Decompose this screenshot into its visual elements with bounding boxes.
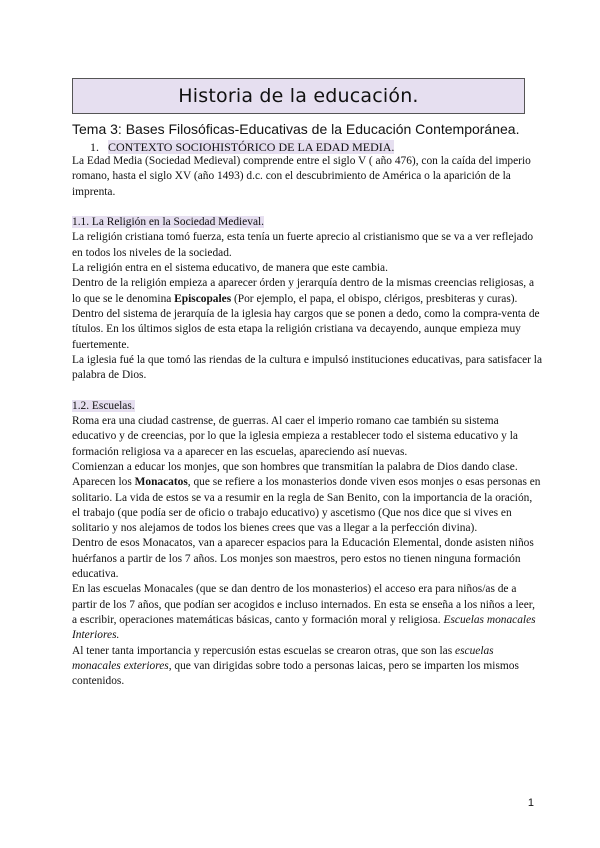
paragraph	[72, 582, 542, 643]
document-body	[72, 154, 542, 689]
text-run: Al tener tanta importancia y repercusión estas escuelas se crearon otras, que son las	[72, 644, 456, 657]
paragraph: La religión cristiana tomó fuerza, esta tenía un fuerte aprecio al cristianismo que se va a ver reflejado en todos los niveles de la sociedad.	[72, 231, 534, 259]
paragraph: Dentro del sistema de jerarquía de la iglesia hay cargos que se ponen a dedo, como la compra-venta de títulos. En los últimos siglos de esta etapa la religión cristiana va decayendo, aunque empieza muy fuertemente.	[72, 307, 540, 351]
document-title	[72, 78, 525, 114]
paragraph	[72, 644, 542, 690]
text-run: En las escuelas Monacales (que se dan dentro de los monasterios) el acceso era para niños/as de a partir de los 7 años, que podían ser acogidos e incluso internados. En esta se enseña a los niños a leer, a escribir, operaciones matemáticas básicas, canto y formación moral y religiosa.	[72, 583, 535, 626]
paragraph: Roma era una ciudad castrense, de guerras. Al caer el imperio romano cae también su sistema educativo y de creencias, por lo que la iglesia empieza a restablecer todo el sistema educativo y la formación religiosa va a aparecer en las escuelas, apareciendo así nuevas.	[72, 415, 518, 458]
section-1-2-heading	[72, 399, 542, 414]
section-1-title: CONTEXTO SOCIOHISTÓRICO DE LA EDAD MEDIA.	[108, 140, 395, 154]
paragraph: La iglesia fué la que tomó las riendas de la cultura e impulsó instituciones educativas, para satisfacer la palabra de Dios.	[72, 353, 543, 382]
paragraph: Comienzan a educar los monjes, que son hombres que transmitían la palabra de Dios dando clase.	[72, 460, 518, 473]
text-run: Aparecen los	[72, 476, 135, 489]
paragraph: Dentro de esos Monacatos, van a aparecer espacios para la Educación Elemental, donde asisten niños huérfanos a partir de los 7 años. Los monjes son maestros, pero estos no tienen ninguna formación educativa.	[72, 537, 534, 581]
bold-term: Episcopales	[174, 292, 232, 305]
section-1-heading	[90, 140, 394, 155]
page-number: 1	[527, 797, 534, 809]
text-run: , que se refiere a los monasterios donde viven esos monjes o esas personas en solitario. La vida de estos se va a resumir en la regla de San Benito, con la importancia de la oración, el trabajo (que podía ser de oficio o trabajo educativo) y ascetismo (Que nos dice que si vives en solitario y nos alejamos de todos los bienes crees que vas a llegar a la perfección divina).	[72, 476, 541, 535]
text-run: Dentro de la religión empieza a aparecer órden y jerarquía dentro de la mismas creencias religiosas, a lo que se le denomina	[72, 277, 535, 305]
document-title-text: Historia de la educación.	[178, 85, 419, 107]
section-1-1-heading	[72, 215, 542, 230]
text-run: , que van dirigidas sobre todo a personas laicas, pero se imparten los mismos contenidos.	[72, 659, 519, 688]
bold-term: Monacatos	[134, 476, 188, 489]
text-run: (Por ejemplo, el papa, el obispo, clérigos, presbiteras y curas).	[231, 292, 518, 305]
section-1-2-title: 1.2. Escuelas.	[72, 399, 135, 412]
document-subtitle: Tema 3: Bases Filosóficas-Educativas de la Educación Contemporánea.	[72, 121, 520, 137]
paragraph: La religión entra en el sistema educativo, de manera que este cambia.	[72, 262, 388, 275]
paragraph	[72, 276, 542, 307]
paragraph	[72, 475, 542, 536]
italic-term: escuelas monacales exteriores	[72, 644, 494, 672]
italic-term: Escuelas monacales Interiores.	[72, 613, 536, 642]
paragraph: La Edad Media (Sociedad Medieval) comprende entre el siglo V ( año 476), con la caída del imperio romano, hasta el siglo XV (año 1493) d.c. con el descubrimiento de América o la aparición de la imprenta.	[72, 155, 531, 198]
section-1-1-title: 1.1. La Religión en la Sociedad Medieval.	[72, 216, 265, 229]
section-1-number: 1.	[90, 140, 99, 154]
